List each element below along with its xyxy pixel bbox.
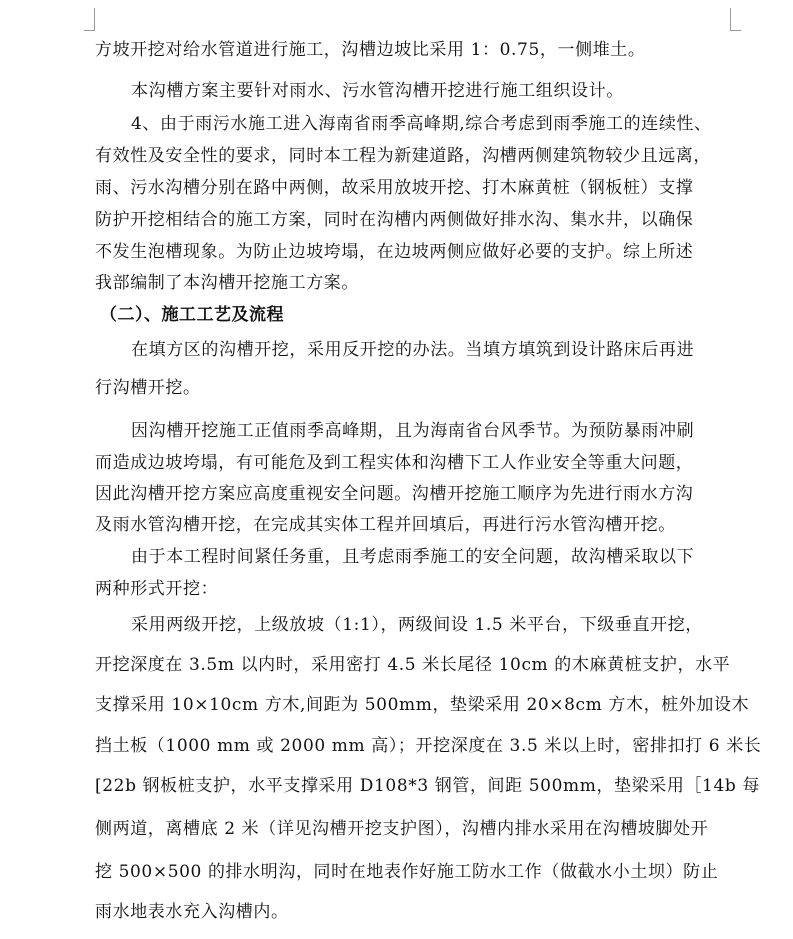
text-line: 雨、污水沟槽分别在路中两侧，故采用放坡开挖、打木麻黄桩（钢板桩）支撑 [95,178,694,198]
text-line: 我部编制了本沟槽开挖施工方案。 [95,273,359,293]
section-heading: （二）、施工工艺及流程 [100,305,284,325]
text-line: 在填方区的沟槽开挖，采用反开挖的办法。当填方填筑到设计路床后再进 [131,340,695,360]
text-line: 行沟槽开挖。 [95,378,201,398]
text-line: 而造成边坡垮塌，有可能危及到工程实体和沟槽下工人作业安全等重大问题， [95,453,694,473]
text-line: 支撑采用 10×10cm 方木,间距为 500mm，垫梁采用 20×8cm 方木，桩外加设木 [95,695,750,715]
text-line: 因沟槽开挖施工正值雨季高峰期，且为海南省台风季节。为预防暴雨冲刷 [131,421,695,441]
text-line: 有效性及安全性的要求，同时本工程为新建道路，沟槽两侧建筑物较少且远离， [95,146,711,166]
text-line: 本沟槽方案主要针对雨水、污水管沟槽开挖进行施工组织设计。 [131,81,624,101]
text-line: 4、由于雨污水施工进入海南省雨季高峰期,综合考虑到雨季施工的连续性、 [131,114,712,134]
text-line: 侧两道，离槽底 2 米（详见沟槽开挖支护图），沟槽内排水采用在沟槽坡脚处开 [95,819,709,839]
text-line: 不发生泡槽现象。为防止边坡垮塌，在边坡两侧应做好必要的支护。综上所述 [95,242,694,262]
text-line: 挖 500×500 的排水明沟，同时在地表作好施工防水工作（做截水小土坝）防止 [95,862,719,882]
text-line: 因此沟槽开挖方案应高度重视安全问题。沟槽开挖施工顺序为先进行雨水方沟 [95,484,694,504]
text-line: 及雨水管沟槽开挖，在完成其实体工程并回填后，再进行污水管沟槽开挖。 [95,515,676,535]
text-line: 雨水地表水充入沟槽内。 [95,902,289,922]
margin-corner-mark-left [84,8,95,31]
text-line: 防护开挖相结合的施工方案，同时在沟槽内两侧做好排水沟、集水井，以确保 [95,210,694,230]
text-line: 方坡开挖对给水管道进行施工，沟槽边坡比采用 1：0.75，一侧堆土。 [95,40,646,60]
text-line: 挡土板（1000 mm 或 2000 mm 高）；开挖深度在 3.5 米以上时，密排扣打 6 米长 [95,736,762,756]
text-line: [22b 钢板桩支护，水平支撑采用 D108*3 钢管，间距 500mm，垫梁采用［14b 每 [95,776,760,796]
margin-corner-mark-right [730,8,741,31]
text-line: 两种形式开挖： [95,579,219,599]
text-line: 由于本工程时间紧任务重，且考虑雨季施工的安全问题，故沟槽采取以下 [131,547,695,567]
text-line: 采用两级开挖，上级放坡（1:1），两级间设 1.5 米平台，下级垂直开挖， [131,615,703,635]
text-line: 开挖深度在 3.5m 以内时，采用密打 4.5 米长尾径 10cm 的木麻黄桩支护，水平 [95,655,731,675]
